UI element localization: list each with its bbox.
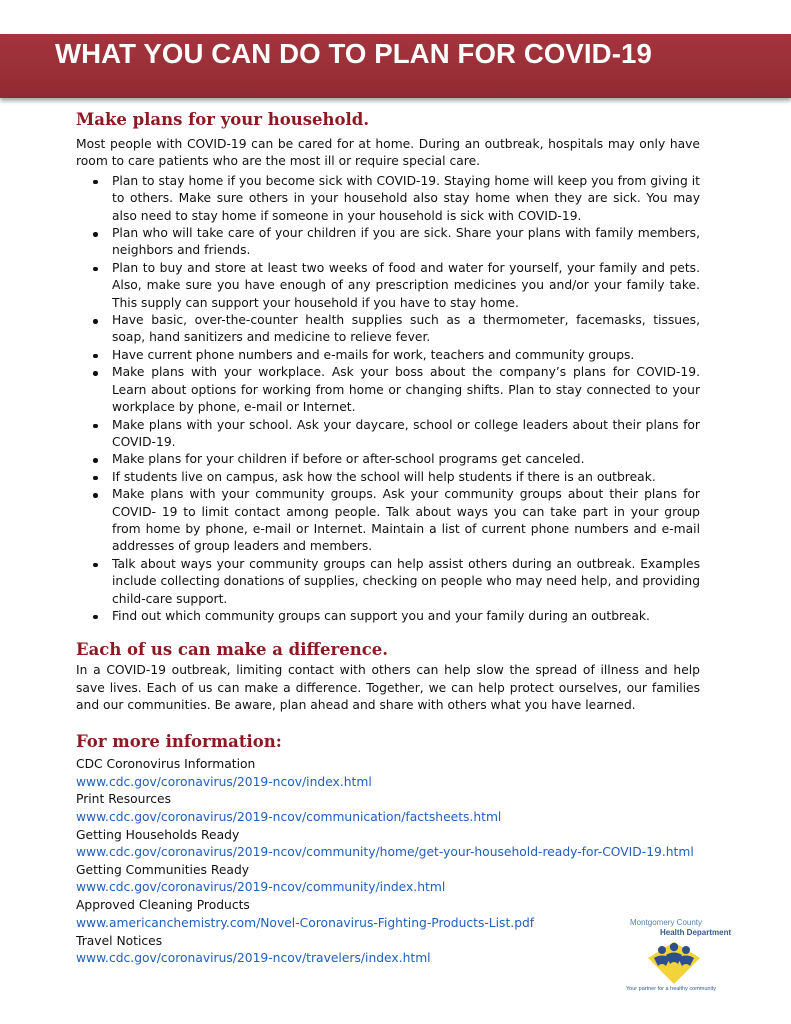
resource-list	[76, 756, 703, 967]
logo-tagline: Your partner for a healthy community	[626, 986, 716, 992]
list-item: Talk about ways your community groups can help assist others during an outbreak. Examples include collecting donations of supplies, checking on people who may need help, and providing child-care support.	[112, 556, 700, 608]
resource-title: Getting Communities Ready	[76, 863, 250, 878]
title-banner	[0, 34, 791, 98]
resource-link[interactable]: www.cdc.gov/coronavirus/2019-ncov/community/home/get-your-household-ready-for-COVID-19.html	[76, 845, 694, 860]
household-intro: Most people with COVID-19 can be cared for at home. During an outbreak, hospitals may only have room to care patients who are the most ill or require special care.	[76, 137, 700, 169]
health-department-logo	[620, 910, 730, 1000]
list-item: Plan to stay home if you become sick with COVID-19. Staying home will keep you from giving it to others. Make sure others in your household also stay home when they are sick. You may also need to stay home if someone in your household is sick with COVID-19.	[112, 173, 700, 225]
list-item: Make plans with your community groups. Ask your community groups about their plans for COVID- 19 to limit contact among people. Talk about ways you can take part in your group from home by phone, e-mail or Internet. Maintain a list of current phone numbers and e-mail addresses of group leaders and members.	[112, 486, 700, 556]
resource-title: CDC Coronovirus Information	[76, 757, 256, 772]
resource-title: Approved Cleaning Products	[76, 898, 250, 913]
list-item: If students live on campus, ask how the school will help students if there is an outbreak.	[112, 469, 700, 486]
resource-title: Travel Notices	[76, 933, 163, 948]
main-content	[76, 106, 703, 967]
more-info-heading: For more information:	[76, 731, 282, 751]
page-title: WHAT YOU CAN DO TO PLAN FOR COVID-19	[55, 38, 652, 69]
resource-link[interactable]: www.cdc.gov/coronavirus/2019-ncov/community/index.html	[76, 880, 446, 895]
list-item: Have basic, over-the-counter health supplies such as a thermometer, facemasks, tissues, soap, hand sanitizers and medicine to relieve fever.	[112, 312, 700, 347]
list-item: Plan to buy and store at least two weeks of food and water for yourself, your family and pets. Also, make sure you have enough of any prescription medicines you and/or your family take. This supply can support your household if you have to stay home.	[112, 260, 700, 312]
people-diamond-logo-icon	[642, 936, 706, 986]
resource-link[interactable]: www.cdc.gov/coronavirus/2019-ncov/communication/factsheets.html	[76, 809, 502, 824]
list-item: Make plans with your school. Ask your daycare, school or college leaders about their plans for COVID-19.	[112, 417, 700, 452]
resource-link[interactable]: www.cdc.gov/coronavirus/2019-ncov/travelers/index.html	[76, 951, 431, 966]
resource-title: Getting Households Ready	[76, 827, 240, 842]
resource-link[interactable]: www.cdc.gov/coronavirus/2019-ncov/index.html	[76, 774, 372, 789]
list-item: Have current phone numbers and e-mails for work, teachers and community groups.	[112, 347, 700, 364]
logo-line2: Health Department	[660, 928, 732, 937]
list-item: Make plans with your workplace. Ask your boss about the company’s plans for COVID-19. Learn about options for working from home or changing shifts. Plan to stay connected to your workplace by phone, e-mail or Internet.	[112, 364, 700, 416]
logo-line1: Montgomery County	[630, 918, 703, 927]
difference-heading: Each of us can make a difference.	[76, 640, 388, 660]
list-item: Make plans for your children if before or after-school programs get canceled.	[112, 451, 700, 468]
resource-title: Print Resources	[76, 792, 171, 807]
resource-link[interactable]: www.americanchemistry.com/Novel-Coronavirus-Fighting-Products-List.pdf	[76, 915, 535, 930]
household-bullet-list	[76, 173, 700, 626]
household-heading: Make plans for your household.	[76, 110, 370, 129]
list-item: Find out which community groups can support you and your family during an outbreak.	[112, 608, 700, 625]
list-item: Plan who will take care of your children if you are sick. Share your plans with family members, neighbors and friends.	[112, 225, 700, 260]
difference-body: In a COVID-19 outbreak, limiting contact with others can help slow the spread of illness and help save lives. Each of us can make a difference. Together, we can help protect ourselves, our families and our communities. Be aware, plan ahead and share with others what you have learned.	[76, 663, 700, 713]
